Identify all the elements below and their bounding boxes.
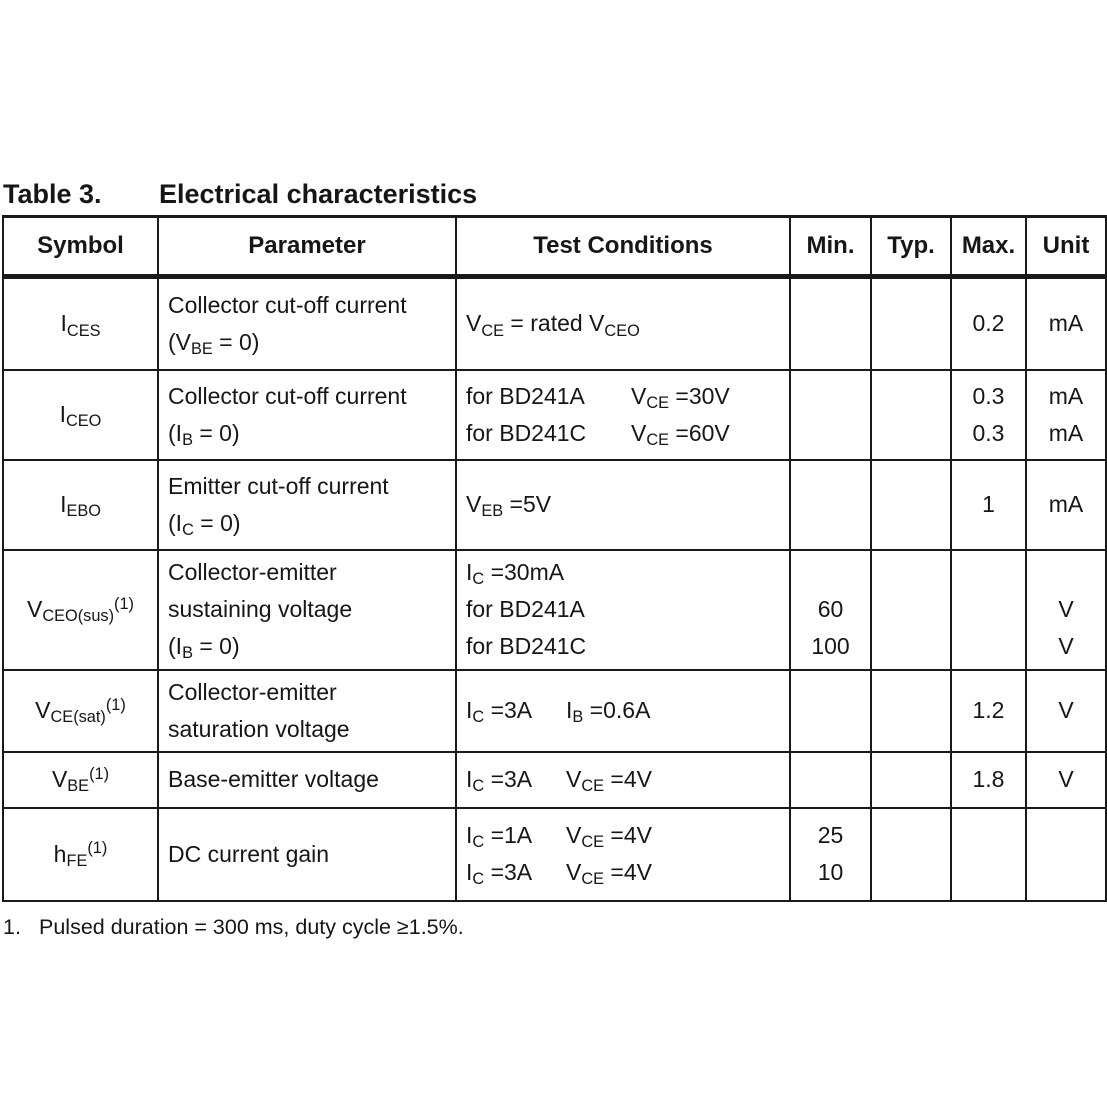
cell-symbol: $V_{CE(sat)}^{(1)}$ (3, 670, 158, 752)
cell-min: 25 10 (790, 808, 871, 901)
cell-parameter: Base-emitter voltage (158, 752, 456, 808)
footnote-marker: 1. (3, 914, 21, 939)
cell-min (790, 752, 871, 808)
cell-conditions: $V_{EB} =5V$ (456, 460, 790, 550)
electrical-characteristics-table (2, 215, 1107, 902)
cell-parameter: Collector cut-off current $(V_{BE} = 0)$ (158, 277, 456, 370)
cell-conditions: $V_{CE}$ = rated $V_{CEO}$ (456, 277, 790, 370)
cell-typ (871, 550, 951, 670)
cell-max: 1.8 (951, 752, 1026, 808)
cell-parameter: Collector cut-off current $(I_B = 0)$ (158, 370, 456, 460)
table-row (3, 752, 1106, 808)
cell-symbol: $V_{CEO(sus)}^{(1)}$ (3, 550, 158, 670)
cell-min (790, 460, 871, 550)
cell-max: 0.3 0.3 (951, 370, 1026, 460)
table-number: Table 3. (3, 179, 102, 209)
cell-unit: mA (1026, 277, 1106, 370)
cell-parameter: Emitter cut-off current $(I_C = 0)$ (158, 460, 456, 550)
cell-symbol: $I_{CEO}$ (3, 370, 158, 460)
table-row (3, 550, 1106, 670)
table-body (3, 277, 1106, 901)
cell-symbol: $h_{FE}^{(1)}$ (3, 808, 158, 901)
table-row (3, 670, 1106, 752)
table-title (3, 180, 1107, 209)
cell-unit: V (1026, 752, 1106, 808)
cell-max (951, 808, 1026, 901)
cell-min (790, 370, 871, 460)
footnote (3, 914, 1107, 940)
cell-typ (871, 277, 951, 370)
cell-parameter: Collector-emitter saturation voltage (158, 670, 456, 752)
cell-symbol: $V_{BE}^{(1)}$ (3, 752, 158, 808)
cell-max: 0.2 (951, 277, 1026, 370)
cell-conditions: $I_C =3A$ $V_{CE} =4V$ (456, 752, 790, 808)
cell-min: 60 100 (790, 550, 871, 670)
cell-parameter: DC current gain (158, 808, 456, 901)
table-header (3, 217, 1106, 277)
cell-symbol: $I_{CES}$ (3, 277, 158, 370)
cell-typ (871, 370, 951, 460)
cell-min (790, 670, 871, 752)
cell-conditions: for BD241A $V_{CE} =30V$ for BD241C $V_{CE} =60V$ (456, 370, 790, 460)
column-header-conditions: Test Conditions (456, 217, 790, 277)
table-row (3, 460, 1106, 550)
table-row (3, 370, 1106, 460)
table-title-text: Electrical characteristics (159, 179, 478, 209)
cell-unit: V (1026, 670, 1106, 752)
cell-conditions: $I_C =1A$ $V_{CE} =4V$ $I_C =3A$ $V_{CE} =4V$ (456, 808, 790, 901)
cell-typ (871, 752, 951, 808)
footnote-text: Pulsed duration = 300 ms, duty cycle ≥1.5%. (39, 914, 464, 939)
column-header-parameter: Parameter (158, 217, 456, 277)
cell-unit: V V (1026, 550, 1106, 670)
cell-max: 1 (951, 460, 1026, 550)
cell-parameter: Collector-emitter sustaining voltage $(I_B = 0)$ (158, 550, 456, 670)
column-header-symbol: Symbol (3, 217, 158, 277)
cell-unit (1026, 808, 1106, 901)
cell-unit: mA mA (1026, 370, 1106, 460)
cell-unit: mA (1026, 460, 1106, 550)
table-row (3, 277, 1106, 370)
cell-typ (871, 670, 951, 752)
cell-symbol: $I_{EBO}$ (3, 460, 158, 550)
cell-typ (871, 808, 951, 901)
cell-max (951, 550, 1026, 670)
cell-max: 1.2 (951, 670, 1026, 752)
table-row (3, 808, 1106, 901)
cell-min (790, 277, 871, 370)
column-header-min: Min. (790, 217, 871, 277)
cell-typ (871, 460, 951, 550)
cell-conditions: $I_C =30mA$ for BD241A for BD241C (456, 550, 790, 670)
column-header-typ: Typ. (871, 217, 951, 277)
cell-conditions: $I_C =3A$ $I_B =0.6A$ (456, 670, 790, 752)
column-header-max: Max. (951, 217, 1026, 277)
column-header-unit: Unit (1026, 217, 1106, 277)
table-header-row (3, 217, 1106, 277)
